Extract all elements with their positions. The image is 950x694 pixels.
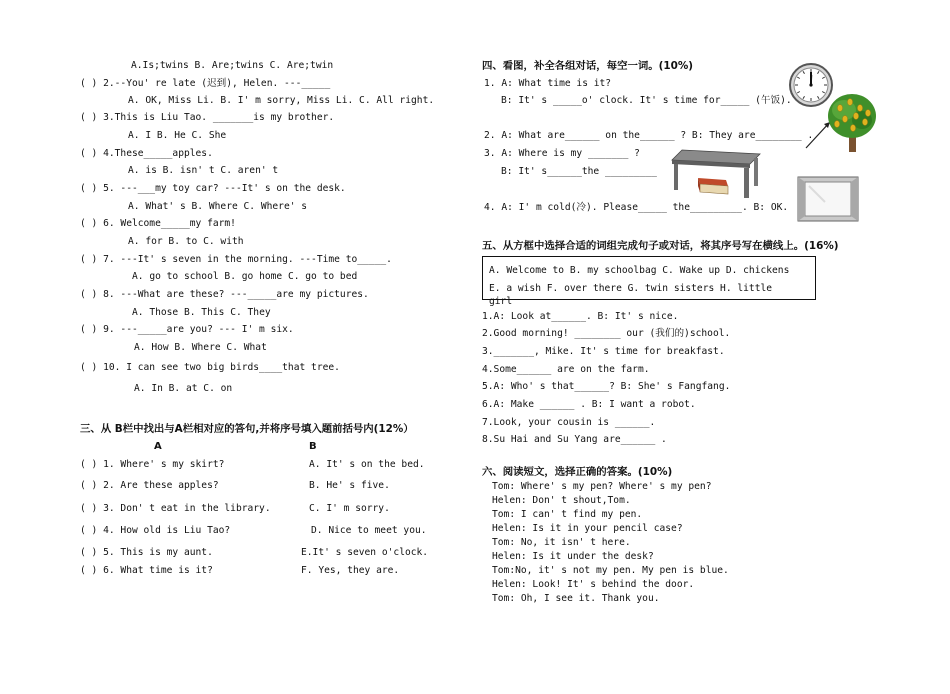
- dialogue-line: Helen: Don' t shout,Tom.: [492, 495, 631, 506]
- phrase-box-line-1: A. Welcome to B. my schoolbag C. Wake up D. chickens: [489, 265, 790, 276]
- match-a-4: ( ) 4. How old is Liu Tao?: [80, 525, 231, 536]
- match-a-1: ( ) 1. Where' s my skirt?: [80, 459, 225, 470]
- s5-q8: 8.Su Hai and Su Yang are______ .: [482, 434, 667, 445]
- q6-question: ( ) 6. Welcome_____my farm!: [80, 218, 236, 229]
- desk-with-book-icon: [670, 148, 762, 200]
- section5-title: 五、从方框中选择合适的词组完成句子或对话，将其序号写在横线上。(16%): [482, 240, 839, 252]
- q6-options: A. for B. to C. with: [128, 236, 244, 247]
- match-b-e: E.It' s seven o'clock.: [301, 547, 429, 558]
- section6-title: 六、阅读短文，选择正确的答案。(10%): [482, 466, 673, 478]
- q2-options: A. OK, Miss Li. B. I' m sorry, Miss Li. C. All right.: [128, 95, 435, 106]
- q8-question: ( ) 8. ---What are these? ---_____are my pictures.: [80, 289, 369, 300]
- section3-title: 三、从 B栏中找出与A栏相对应的答句,并将序号填入题前括号内(12%）: [80, 423, 414, 435]
- s5-q5: 5.A: Who' s that______? B: She' s Fangfang.: [482, 381, 731, 392]
- match-b-d: D. Nice to meet you.: [311, 525, 427, 536]
- s4-q4: 4. A: I' m cold(冷). Please_____ the_________. B: OK.: [484, 202, 789, 213]
- q10-question: ( ) 10. I can see two big birds____that tree.: [80, 362, 340, 373]
- match-a-6: ( ) 6. What time is it?: [80, 565, 213, 576]
- q5-question: ( ) 5. ---___my toy car? ---It' s on the desk.: [80, 183, 346, 194]
- match-b-b: B. He' s five.: [309, 480, 390, 491]
- s4-q1-a: 1. A: What time is it?: [484, 78, 612, 89]
- phrase-box-line-3: girl: [489, 296, 513, 307]
- s5-q7: 7.Look, your cousin is ______.: [482, 417, 656, 428]
- q7-question: ( ) 7. ---It' s seven in the morning. ---Time to_____.: [80, 254, 392, 265]
- q5-options: A. What' s B. Where C. Where' s: [128, 201, 308, 212]
- q1-options: A.Is;twins B. Are;twins C. Are;twin: [131, 60, 334, 71]
- match-b-a: A. It' s on the bed.: [309, 459, 425, 470]
- column-a-header: A: [154, 441, 162, 452]
- phrase-box-line-2: E. a wish F. over there G. twin sisters H. little: [489, 283, 773, 294]
- section4-title: 四、看图，补全各组对话，每空一词。(10%): [482, 60, 694, 72]
- q4-question: ( ) 4.These_____apples.: [80, 148, 213, 159]
- s4-q3-b: B: It' s______the _________: [501, 166, 657, 177]
- s4-q1-b: B: It' s _____o' clock. It' s time for_____ (午饭).: [501, 95, 792, 106]
- s5-q1: 1.A: Look at______. B: It' s nice.: [482, 311, 679, 322]
- pear-tree-icon: [804, 86, 884, 156]
- dialogue-line: Helen: Is it in your pencil case?: [492, 523, 683, 534]
- window-icon: [797, 176, 859, 222]
- column-b-header: B: [309, 441, 317, 452]
- dialogue-line: Tom: Where' s my pen? Where' s my pen?: [492, 481, 712, 492]
- match-b-c: C. I' m sorry.: [309, 503, 390, 514]
- dialogue-line: Tom: I can' t find my pen.: [492, 509, 643, 520]
- s5-q3: 3._______, Mike. It' s time for breakfast.: [482, 346, 725, 357]
- dialogue-line: Helen: Look! It' s behind the door.: [492, 579, 695, 590]
- q3-question: ( ) 3.This is Liu Tao. _______is my brother.: [80, 112, 335, 123]
- dialogue-line: Tom: Oh, I see it. Thank you.: [492, 593, 660, 604]
- s4-q2: 2. A: What are______ on the______ ? B: They are________ .: [484, 130, 814, 141]
- s4-q3-a: 3. A: Where is my _______ ?: [484, 148, 640, 159]
- s5-q2: 2.Good morning! ________ our (我们的)school.: [482, 328, 731, 339]
- q8-options: A. Those B. This C. They: [132, 307, 271, 318]
- q3-options: A. I B. He C. She: [128, 130, 227, 141]
- dialogue-line: Tom: No, it isn' t here.: [492, 537, 631, 548]
- dialogue-line: Tom:No, it' s not my pen. My pen is blue.: [492, 565, 729, 576]
- match-b-f: F. Yes, they are.: [301, 565, 400, 576]
- q9-options: A. How B. Where C. What: [134, 342, 267, 353]
- q7-options: A. go to school B. go home C. go to bed: [132, 271, 358, 282]
- q10-options: A. In B. at C. on: [134, 383, 233, 394]
- s5-q4: 4.Some______ are on the farm.: [482, 364, 650, 375]
- match-a-2: ( ) 2. Are these apples?: [80, 480, 219, 491]
- dialogue-line: Helen: Is it under the desk?: [492, 551, 654, 562]
- q9-question: ( ) 9. ---_____are you? --- I' m six.: [80, 324, 294, 335]
- match-a-5: ( ) 5. This is my aunt.: [80, 547, 213, 558]
- match-a-3: ( ) 3. Don' t eat in the library.: [80, 503, 271, 514]
- s5-q6: 6.A: Make ______ . B: I want a robot.: [482, 399, 696, 410]
- q2-question: ( ) 2.--You' re late (迟到), Helen. ---_____: [80, 78, 331, 89]
- q4-options: A. is B. isn' t C. aren' t: [128, 165, 279, 176]
